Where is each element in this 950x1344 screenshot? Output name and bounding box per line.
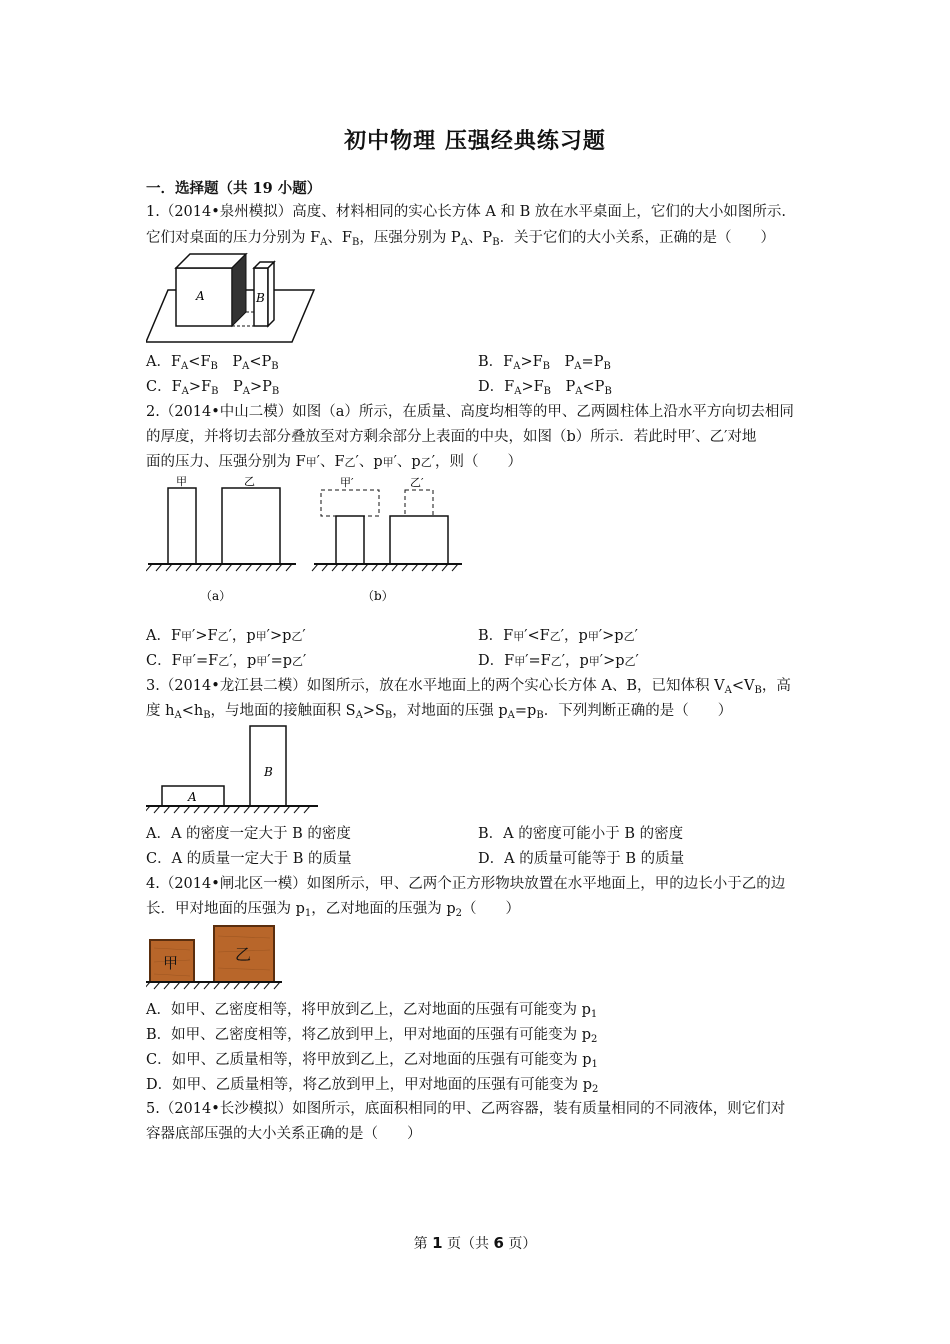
q3-figure-blocks: [146, 722, 321, 818]
q2-line2: 的厚度，并将切去部分叠放至对方剩余部分上表面的中央，如图（b）所示．若此时甲′、乙′对地: [146, 429, 757, 445]
q3-option-c: C．A 的质量一定大于 B 的质量: [146, 851, 352, 867]
q3-fig-label-a: A: [188, 790, 197, 804]
q3-fig-label-b: B: [264, 765, 273, 779]
q1-option-b: B．$F_A>F_B$ $P_A=P_B$: [478, 354, 611, 372]
q4-figure-cubes: [146, 922, 286, 992]
q1-option-c: C．$F_A>F_B$ $P_A>P_B$: [146, 379, 280, 397]
q4-option-d: D．如甲、乙质量相等，将乙放到甲上，甲对地面的压强有可能变为 $p_2$: [146, 1077, 599, 1095]
q2-caption-b: （b）: [362, 589, 394, 603]
q2-fig-label-yi: 乙: [244, 475, 255, 488]
q1-figure-blocks: [146, 250, 316, 350]
q3-option-a: A．A 的密度一定大于 B 的密度: [146, 826, 351, 842]
q3-option-d: D．A 的质量可能等于 B 的质量: [478, 851, 685, 867]
q5-line1: 5.（2014•长沙模拟）如图所示，底面积相同的甲、乙两容器，装有质量相同的不同液体，则它们对: [146, 1101, 786, 1117]
page-footer: 第 1 页（共 6 页）: [413, 1234, 537, 1252]
q4-option-b: B．如甲、乙密度相等，将乙放到甲上，甲对地面的压强有可能变为 $p_2$: [146, 1027, 598, 1045]
q4-option-a: A．如甲、乙密度相等，将甲放到乙上，乙对地面的压强有可能变为 $p_1$: [146, 1002, 598, 1020]
q4-line1: 4.（2014•闸北区一模）如图所示，甲、乙两个正方形物块放置在水平地面上，甲的边长小于乙的边: [146, 876, 786, 892]
q2-fig-label-jia-prime: 甲′: [340, 476, 354, 489]
q3-line2: 度 $h_A<h_B$，与地面的接触面积 $S_A>S_B$，对地面的压强 $p_A=p_B$．下列判断正确的是（ ）: [146, 703, 733, 721]
q2-fig-label-yi-prime: 乙′: [410, 476, 424, 489]
q2-fig-label-jia: 甲: [176, 475, 187, 488]
q4-fig-label-jia: 甲: [163, 954, 179, 972]
page-title: 初中物理 压强经典练习题: [344, 128, 606, 154]
q2-figure-cylinders: [146, 472, 466, 612]
q1-fig-label-a: A: [196, 289, 205, 303]
q2-option-b: B．F甲′<F乙′，p甲′>p乙′: [478, 628, 638, 644]
q1-option-a: A．$F_A<F_B$ $P_A<P_B$: [146, 354, 279, 372]
q4-fig-label-yi: 乙: [235, 945, 252, 964]
q2-caption-a: （a）: [200, 589, 232, 603]
q2-line3: 面的压力、压强分别为 F甲′、F乙′、p甲′、p乙′，则（ ）: [146, 454, 522, 470]
q4-line2: 长．甲对地面的压强为 $p_1$，乙对地面的压强为 $p_2$（ ）: [146, 901, 521, 919]
q5-line2: 容器底部压强的大小关系正确的是（ ）: [146, 1126, 422, 1142]
q1-line2: 它们对桌面的压力分别为 $F_A$、$F_B$，压强分别为 $P_A$、$P_B$．关于它们的大小关系，正确的是（ ）: [146, 230, 776, 248]
q2-line1: 2.（2014•中山二模）如图（a）所示，在质量、高度均相等的甲、乙两圆柱体上沿水平方向切去相同: [146, 404, 794, 420]
q1-line1: 1.（2014•泉州模拟）高度、材料相同的实心长方体 A 和 B 放在水平桌面上，它们的大小如图所示.: [146, 204, 786, 220]
q3-option-b: B．A 的密度可能小于 B 的密度: [478, 826, 684, 842]
q3-line1: 3.（2014•龙江县二模）如图所示，放在水平地面上的两个实心长方体 A、B，已知体积 $V_A<V_B$，高: [146, 678, 791, 696]
q2-option-c: C．F甲′=F乙′，p甲′=p乙′: [146, 653, 307, 669]
q1-fig-label-b: B: [256, 291, 265, 305]
q2-option-d: D．F甲′=F乙′，p甲′>p乙′: [478, 653, 639, 669]
q2-option-a: A．F甲′>F乙′，p甲′>p乙′: [146, 628, 306, 644]
q4-option-c: C．如甲、乙质量相等，将甲放到乙上，乙对地面的压强有可能变为 $p_1$: [146, 1052, 598, 1070]
section-heading: 一．选择题（共 19 小题）: [146, 180, 322, 197]
q1-option-d: D．$F_A>F_B$ $P_A<P_B$: [478, 379, 612, 397]
